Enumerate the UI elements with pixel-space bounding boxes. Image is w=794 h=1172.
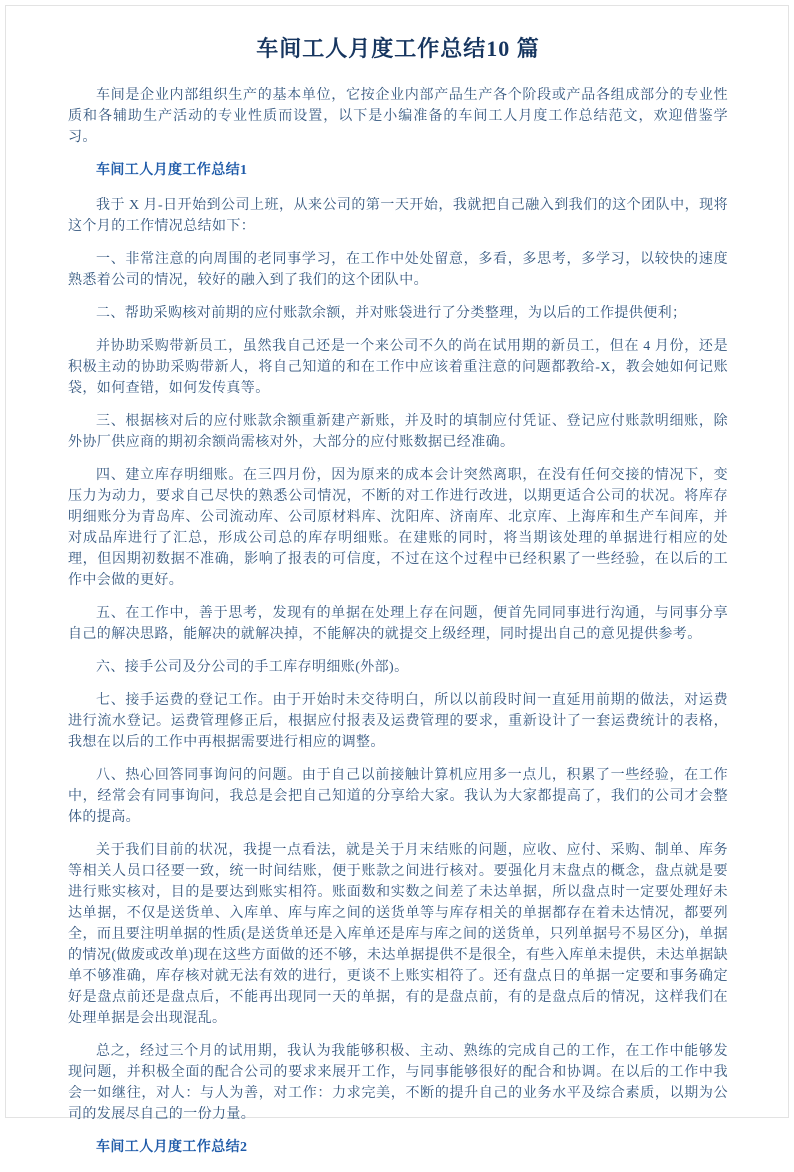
paragraph-item-6: 六、接手公司及分公司的手工库存明细账(外部)。 <box>96 660 409 675</box>
paragraph-summary: 总之，经过三个月的试用期，我认为我能够积极、主动、熟练的完成自己的工作，在工作中能够发现问题，并积极全面的配合公司的要求来展开工作，与同事能够很好的配合和协调。在以后的工作中我会一如继往，对人：与人为善，对工作：力求完美，不断的提升自己的业务水平及综合素质，以期为公司的发展尽自己的一份力量。 <box>68 1044 728 1122</box>
section-heading-2: 车间工人月度工作总结2 <box>96 1140 248 1155</box>
paragraph-item-5: 五、在工作中，善于思考，发现有的单据在处理上存在问题，便首先同同事进行沟通，与同事分享自己的解决思路，能解决的就解决掉，不能解决的就提交上级经理，同时提出自己的意见提供参考。 <box>68 606 728 642</box>
paragraph-item-1: 一、非常注意的向周围的老同事学习，在工作中处处留意，多看，多思考，多学习，以较快的速度熟悉着公司的情况，较好的融入到了我们的这个团队中。 <box>68 252 728 288</box>
paragraph-item-7: 七、接手运费的登记工作。由于开始时未交待明白，所以以前段时间一直延用前期的做法，对运费进行流水登记。运费管理修正后，根据应付报表及运费管理的要求，重新设计了一套运费统计的表格，我想在以后的工作中再根据需要进行相应的调整。 <box>68 693 728 750</box>
paragraph-item-3: 三、根据核对后的应付账款余额重新建产新账，并及时的填制应付凭证、登记应付账款明细账，除外协厂供应商的期初余额尚需核对外，大部分的应付账数据已经准确。 <box>68 414 728 450</box>
paragraph-intro: 车间是企业内部组织生产的基本单位，它按企业内部产品生产各个阶段或产品各组成部分的专业性质和各辅助生产活动的专业性质而设置，以下是小编准备的车间工人月度工作总结范文，欢迎借鉴学习。 <box>68 88 728 145</box>
paragraph-remarks: 关于我们目前的状况，我提一点看法，就是关于月末结账的问题，应收、应付、采购、制单、库务等相关人员口径要一致，统一时间结账，便于账款之间进行核对。要强化月末盘点的概念，盘点就是要进行账实核对，目的是要达到账实相符。账面数和实数之间差了未达单据，所以盘点时一定要处理好未达单据，不仅是送货单、入库单、库与库之间的送货单等与库存相关的单据都存在着未达情况，都要列全，而且要注明单据的性质(是送货单还是入库单还是库与库之间的送货单，只列单据号不易区分)，单据的情况(做废或改单)现在这些方面做的还不够，未达单据提供不是很全，有些入库单未提供，未达单据缺单不够准确，库存核对就无法有效的进行，更谈不上账实相符了。还有盘点日的单据一定要和事务确定好是盘点前还是盘点后，不能再出现同一天的单据，有的是盘点前，有的是盘点后的情况，这样我们在处理单据是会出现混乱。 <box>68 843 728 1026</box>
paragraph-item-2: 二、帮助采购核对前期的应付账款余额，并对账袋进行了分类整理，为以后的工作提供便利； <box>96 306 687 321</box>
document-title: 车间工人月度工作总结10 篇 <box>256 36 540 61</box>
paragraph: 并协助采购带新员工，虽然我自己还是一个来公司不久的尚在试用期的新员工，但在 4 月份，还是积极主动的协助采购带新人，将自己知道的和在工作中应该着重注意的问题都教给-X，教会她如何记账袋，如何查错，如何发传真等。 <box>68 339 728 396</box>
paragraph-item-8: 八、热心回答同事询问的问题。由于自己以前接触计算机应用多一点儿，积累了一些经验，在工作中，经常会有同事询问，我总是会把自己知道的分享给大家。我认为大家都提高了，我们的公司才会整体的提高。 <box>68 768 728 825</box>
paragraph-item-4: 四、建立库存明细账。在三四月份，因为原来的成本会计突然离职，在没有任何交接的情况下，变压力为动力，要求自己尽快的熟悉公司情况，不断的对工作进行改进，以期更适合公司的状况。将库存明细账分为青岛库、公司流动库、公司原材料库、沈阳库、济南库、北京库、上海库和生产车间库，并对成品库进行了汇总，形成公司总的库存明细账。在建账的同时，将当期该处理的单据进行相应的处理，但因期初数据不准确，影响了报表的可信度，不过在这个过程中已经积累了一些经验，在以后的工作中会做的更好。 <box>68 468 728 588</box>
paragraph: 我于 X 月-日开始到公司上班，从来公司的第一天开始，我就把自己融入到我们的这个团队中，现将这个月的工作情况总结如下： <box>68 198 728 234</box>
section-heading-1: 车间工人月度工作总结1 <box>96 163 248 178</box>
document-content <box>68 26 728 1172</box>
